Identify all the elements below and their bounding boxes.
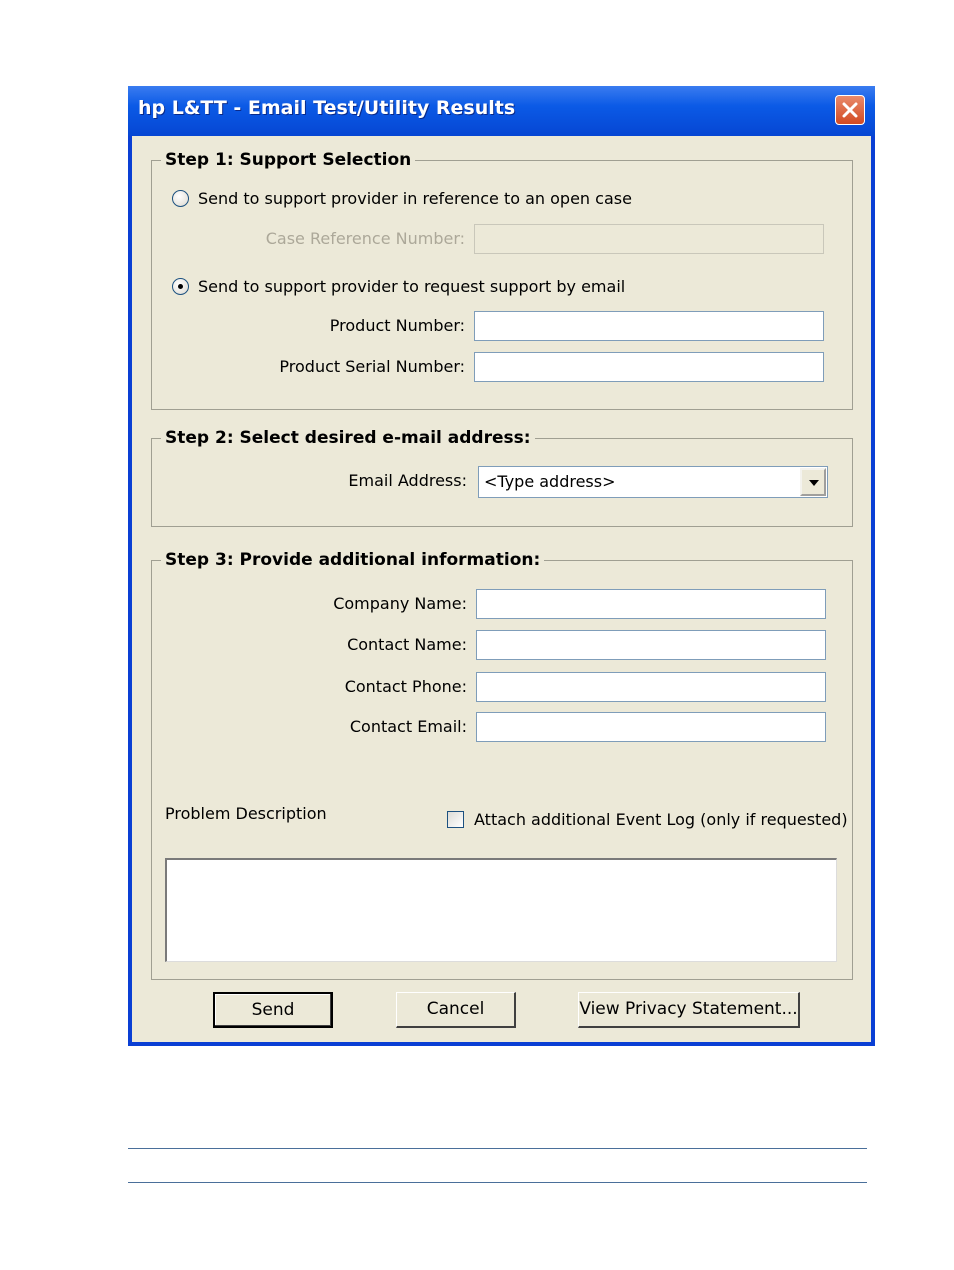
attach-event-log-checkbox[interactable] bbox=[447, 811, 464, 828]
privacy-statement-button[interactable]: View Privacy Statement... bbox=[578, 992, 800, 1028]
problem-description-textarea[interactable] bbox=[165, 858, 837, 962]
step1-legend: Step 1: Support Selection bbox=[161, 150, 415, 170]
contact-email-label: Contact Email: bbox=[349, 717, 467, 736]
send-button[interactable]: Send bbox=[213, 992, 333, 1028]
case-ref-input bbox=[475, 225, 823, 253]
contact-name-label: Contact Name: bbox=[347, 635, 467, 654]
product-number-input[interactable] bbox=[475, 312, 823, 340]
contact-phone-label: Contact Phone: bbox=[344, 677, 467, 696]
serial-number-input[interactable] bbox=[475, 353, 823, 381]
contact-email-field[interactable] bbox=[476, 712, 826, 742]
page-rule-top bbox=[128, 1148, 867, 1149]
contact-phone-field[interactable] bbox=[476, 672, 826, 702]
step2-legend: Step 2: Select desired e-mail address: bbox=[161, 428, 535, 448]
radio-email-support[interactable] bbox=[172, 278, 189, 295]
serial-number-label: Product Serial Number: bbox=[279, 357, 465, 376]
company-name-field[interactable] bbox=[476, 589, 826, 619]
serial-number-field[interactable] bbox=[474, 352, 824, 382]
contact-email-input[interactable] bbox=[477, 713, 825, 741]
chevron-down-icon bbox=[808, 479, 820, 487]
email-address-value: <Type address> bbox=[484, 472, 616, 491]
dialog-client bbox=[132, 136, 871, 1042]
attach-event-log-label: Attach additional Event Log (only if requested) bbox=[474, 810, 848, 829]
case-ref-field bbox=[474, 224, 824, 254]
case-ref-label: Case Reference Number: bbox=[265, 229, 465, 248]
product-number-label: Product Number: bbox=[329, 316, 465, 335]
problem-description-label: Problem Description bbox=[165, 804, 327, 823]
radio-email-support-label: Send to support provider to request support by email bbox=[198, 277, 626, 296]
email-address-label: Email Address: bbox=[348, 471, 467, 490]
contact-name-input[interactable] bbox=[477, 631, 825, 659]
radio-open-case-label: Send to support provider in reference to an open case bbox=[198, 189, 632, 208]
close-button[interactable] bbox=[835, 95, 865, 125]
contact-phone-input[interactable] bbox=[477, 673, 825, 701]
product-number-field[interactable] bbox=[474, 311, 824, 341]
close-icon bbox=[842, 102, 858, 118]
dropdown-button[interactable] bbox=[800, 468, 826, 496]
radio-selected-dot bbox=[178, 284, 183, 289]
window-title: hp L&TT - Email Test/Utility Results bbox=[138, 97, 516, 119]
company-name-input[interactable] bbox=[477, 590, 825, 618]
radio-open-case[interactable] bbox=[172, 190, 189, 207]
cancel-button[interactable]: Cancel bbox=[396, 992, 516, 1028]
email-address-combo[interactable] bbox=[478, 466, 828, 498]
page-rule-bottom bbox=[128, 1182, 867, 1183]
title-bar[interactable] bbox=[128, 86, 875, 136]
company-name-label: Company Name: bbox=[333, 594, 467, 613]
step3-legend: Step 3: Provide additional information: bbox=[161, 550, 544, 570]
contact-name-field[interactable] bbox=[476, 630, 826, 660]
dialog-window bbox=[128, 86, 875, 1046]
